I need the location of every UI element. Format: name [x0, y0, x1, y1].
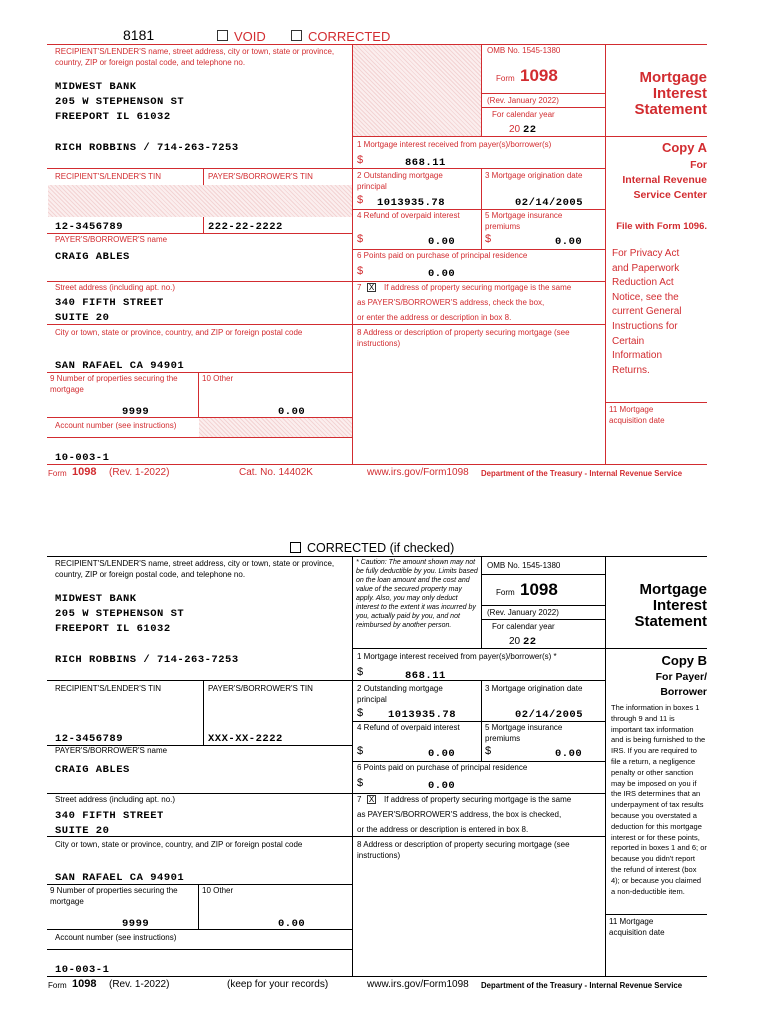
form-revision: (Rev. January 2022) [487, 96, 559, 105]
box2-label-b: 2 Outstanding mortgage principal [357, 684, 443, 704]
payer-tin-label: PAYER'S/BORROWER'S TIN [208, 172, 313, 181]
box10-label: 10 Other [202, 374, 234, 383]
copy-a-sub1: For [690, 159, 707, 171]
void-label: VOID [234, 29, 266, 44]
calendar-year-prefix: 20 [509, 124, 521, 135]
footer-form-word-b: Form [48, 981, 67, 990]
payer-name-label: PAYER'S/BORROWER'S name [55, 235, 168, 244]
file-with-note: File with Form 1096. [616, 221, 707, 232]
privacy-line: For Privacy Act [612, 248, 680, 259]
box6-dollar: $ [357, 265, 364, 277]
payer-tin-b: XXX-XX-2222 [208, 733, 283, 745]
box3-label-b: 3 Mortgage origination date [485, 684, 583, 693]
box11-label: 11 Mortgage acquisition date [609, 405, 665, 425]
box3-label: 3 Mortgage origination date [485, 171, 583, 180]
privacy-notice [612, 247, 702, 378]
privacy-line: Reduction Act [612, 277, 674, 289]
lender-contact-b: RICH ROBBINS / 714-263-7253 [55, 654, 239, 666]
info-text: The information in boxes 1 through 9 and 11 is important tax information and is being furnished to the IRS. If you are required to file a return, a negligence penalty or other sanction may be imposed on you if the IRS determines that an underpayment of tax results because you overstated a deduction for this mortgage interest or for these points, reported in boxes 1 and 6; or because you didn't report the refund of interest (box 4); or because you claimed a non-deductible item. [611, 703, 707, 896]
footer-revision-b: (Rev. 1-2022) [109, 979, 170, 990]
box7-number-b: 7 [357, 795, 362, 804]
box1-dollar: $ [357, 154, 364, 166]
privacy-line: and Paperwork [612, 262, 680, 274]
privacy-line: Notice, see the [612, 291, 679, 303]
box9-label: 9 Number of properties securing the mortgage [50, 374, 178, 394]
omb-number-b: OMB No. 1545-1380 [487, 561, 561, 570]
box5-value: 0.00 [555, 236, 583, 248]
privacy-line: Returns. [612, 364, 650, 376]
lender-tin: 12-3456789 [55, 221, 124, 233]
lender-street-b: 205 W STEPHENSON ST [55, 608, 185, 620]
box7-checkbox-b[interactable]: X [368, 795, 375, 804]
box5-label: 5 Mortgage insurance premiums [485, 211, 563, 231]
city-label: City or town, state or province, country, and ZIP or foreign postal code [55, 328, 303, 337]
box9-label-b: 9 Number of properties securing the mortgage [50, 886, 178, 906]
form-title-b [610, 582, 707, 630]
copy-b-sub2: Borrower [660, 686, 707, 698]
payer-name-label-b: PAYER'S/BORROWER'S name [55, 746, 168, 755]
void-checkbox[interactable] [217, 30, 228, 41]
corrected-checkbox-b[interactable] [290, 542, 301, 553]
box7-line2: as PAYER'S/BORROWER'S address, check the box, [357, 298, 545, 307]
street-line-2-b: SUITE 20 [55, 825, 110, 837]
calendar-year-label-b: For calendar year [492, 622, 555, 631]
box6-label-b: 6 Points paid on purchase of principal residence [357, 763, 528, 772]
box7-number: 7 [357, 283, 362, 292]
copy-b-subtitle [610, 670, 707, 700]
title-line-3-b: Statement [634, 613, 707, 630]
footer-form-number: 1098 [72, 466, 97, 478]
footer-department: Department of the Treasury - Internal Revenue Service [481, 469, 683, 478]
calendar-year-prefix-b: 20 [509, 636, 521, 647]
payer-tin-label-b: PAYER'S/BORROWER'S TIN [208, 684, 313, 693]
lender-tin-b: 12-3456789 [55, 733, 124, 745]
box6-dollar-b: $ [357, 777, 364, 789]
caution-note: * Caution: The amount shown may not be fully deductible by you. Limits based on the loan amount and the cost and value of the secured property may apply. Also, you may only deduct interest to the extent it was incurred by you, actually paid by you, and not reimbursed by another person. [356, 559, 478, 629]
box7-line2-b: as PAYER'S/BORROWER'S address, the box is checked, [357, 810, 562, 819]
account-label-b: Account number (see instructions) [55, 933, 177, 942]
box5-value-b: 0.00 [555, 748, 583, 760]
privacy-line: Instructions for [612, 320, 678, 332]
city-label-b: City or town, state or province, country, and ZIP or foreign postal code [55, 840, 303, 849]
account-value-b: 10-003-1 [55, 964, 110, 976]
payer-tin: 222-22-2222 [208, 221, 283, 233]
lender-city: FREEPORT IL 61032 [55, 111, 171, 123]
title-line-3: Statement [634, 101, 707, 118]
footer-cat-number: Cat. No. 14402K [239, 467, 313, 478]
form-1098: 1098 [520, 66, 558, 85]
box1-value-b: 868.11 [405, 670, 446, 682]
city: SAN RAFAEL CA 94901 [55, 360, 185, 372]
corrected-checkbox[interactable] [291, 30, 302, 41]
corrected-label: CORRECTED [308, 29, 391, 44]
form-word: Form [496, 74, 515, 83]
lender-street: 205 W STEPHENSON ST [55, 96, 185, 108]
box5-label-b: 5 Mortgage insurance premiums [485, 723, 563, 743]
box4-value-b: 0.00 [428, 748, 456, 760]
title-line-1-b: Mortgage [639, 581, 707, 598]
lender-name: MIDWEST BANK [55, 81, 137, 93]
box8-label: 8 Address or description of property securing mortgage (see instructions) [357, 328, 570, 348]
box9-value: 9999 [122, 406, 150, 418]
box4-dollar-b: $ [357, 745, 364, 757]
box8-label-b: 8 Address or description of property securing mortgage (see instructions) [357, 840, 570, 860]
recipient-label-b: RECIPIENT'S/LENDER'S name, street address, city or town, state or province, country, ZIP or foreign postal code, and telephone no. [55, 559, 335, 579]
form-word-b: Form [496, 588, 515, 597]
lender-city-b: FREEPORT IL 61032 [55, 623, 171, 635]
footer-url-b: www.irs.gov/Form1098 [367, 979, 469, 990]
form-number-top: 8181 [123, 27, 155, 43]
recipient-label: RECIPIENT'S/LENDER'S name, street address, city or town, state or province, country, ZIP or foreign postal code, and telephone no. [55, 47, 335, 67]
copy-b-title: Copy B [661, 653, 707, 668]
box6-label: 6 Points paid on purchase of principal residence [357, 251, 528, 260]
box1-label-b: 1 Mortgage interest received from payer(s)/borrower(s) * [357, 652, 557, 661]
box3-value: 02/14/2005 [515, 197, 584, 209]
title-line-2-b: Interest [652, 597, 707, 614]
box9-value-b: 9999 [122, 918, 150, 930]
lender-tin-label: RECIPIENT'S/LENDER'S TIN [55, 172, 162, 181]
payer-name: CRAIG ABLES [55, 251, 130, 263]
street-label-b: Street address (including apt. no.) [55, 795, 176, 804]
title-line-2: Interest [652, 85, 707, 102]
calendar-year-suffix: 22 [523, 124, 537, 136]
copy-b-sub1: For Payer/ [655, 671, 707, 683]
copy-a-sub2: Internal Revenue [622, 174, 707, 186]
copy-a-sub3: Service Center [633, 189, 707, 201]
footer-department-b: Department of the Treasury - Internal Revenue Service [481, 981, 683, 990]
privacy-line: Certain [612, 335, 645, 347]
footer-form-word: Form [48, 469, 67, 478]
lender-name-b: MIDWEST BANK [55, 593, 137, 605]
box4-label-b: 4 Refund of overpaid interest [357, 723, 460, 732]
account-label: Account number (see instructions) [55, 421, 177, 430]
street-label: Street address (including apt. no.) [55, 283, 176, 292]
box2-value-b: 1013935.78 [388, 709, 457, 721]
corrected-label-b: CORRECTED (if checked) [307, 541, 455, 555]
box5-dollar-b: $ [485, 745, 492, 757]
form-1098-b: 1098 [520, 580, 558, 599]
box10-label-b: 10 Other [202, 886, 234, 895]
lender-contact: RICH ROBBINS / 714-263-7253 [55, 142, 239, 154]
box7-line3: or enter the address or description in box 8. [357, 313, 512, 322]
footer-url: www.irs.gov/Form1098 [367, 467, 469, 478]
box7-line3-b: or the address or description is entered in box 8. [357, 825, 529, 834]
copy-a-subtitle [610, 158, 707, 203]
calendar-year-suffix-b: 22 [523, 636, 537, 648]
box1-dollar-b: $ [357, 666, 364, 678]
street-line-1-b: 340 FIFTH STREET [55, 810, 164, 822]
omb-number: OMB No. 1545-1380 [487, 46, 561, 55]
footer-keep: (keep for your records) [227, 979, 329, 990]
payer-name-b: CRAIG ABLES [55, 764, 130, 776]
box10-value-b: 0.00 [278, 918, 306, 930]
box2-dollar-b: $ [357, 707, 364, 719]
form-revision-b: (Rev. January 2022) [487, 608, 559, 617]
box2-value: 1013935.78 [377, 197, 446, 209]
street-line-2: SUITE 20 [55, 312, 110, 324]
city-b: SAN RAFAEL CA 94901 [55, 872, 185, 884]
footer-revision: (Rev. 1-2022) [109, 467, 170, 478]
box2-label: 2 Outstanding mortgage principal [357, 171, 443, 191]
box1-value: 868.11 [405, 157, 446, 169]
street-line-1: 340 FIFTH STREET [55, 297, 164, 309]
calendar-year-label: For calendar year [492, 110, 555, 119]
box4-value: 0.00 [428, 236, 456, 248]
box4-label: 4 Refund of overpaid interest [357, 211, 460, 220]
privacy-line: current General [612, 306, 682, 318]
box5-dollar: $ [485, 233, 492, 245]
form-title [610, 70, 707, 118]
box7-line1-b: If address of property securing mortgage is the same [384, 795, 572, 804]
box6-value: 0.00 [428, 268, 456, 280]
box6-value-b: 0.00 [428, 780, 456, 792]
lender-tin-label-b: RECIPIENT'S/LENDER'S TIN [55, 684, 162, 693]
privacy-line: Information [612, 350, 663, 362]
account-value: 10-003-1 [55, 452, 110, 464]
box2-dollar: $ [357, 194, 364, 206]
box10-value: 0.00 [278, 406, 306, 418]
copy-a-title: Copy A [661, 140, 707, 155]
box7-checkbox[interactable]: X [368, 283, 375, 292]
title-line-1: Mortgage [639, 69, 707, 86]
box11-label-b: 11 Mortgage acquisition date [609, 917, 665, 937]
box3-value-b: 02/14/2005 [515, 709, 584, 721]
box4-dollar: $ [357, 233, 364, 245]
footer-form-number-b: 1098 [72, 978, 97, 990]
box7-line1: If address of property securing mortgage is the same [384, 283, 572, 292]
box1-label: 1 Mortgage interest received from payer(s)/borrower(s) [357, 140, 552, 149]
